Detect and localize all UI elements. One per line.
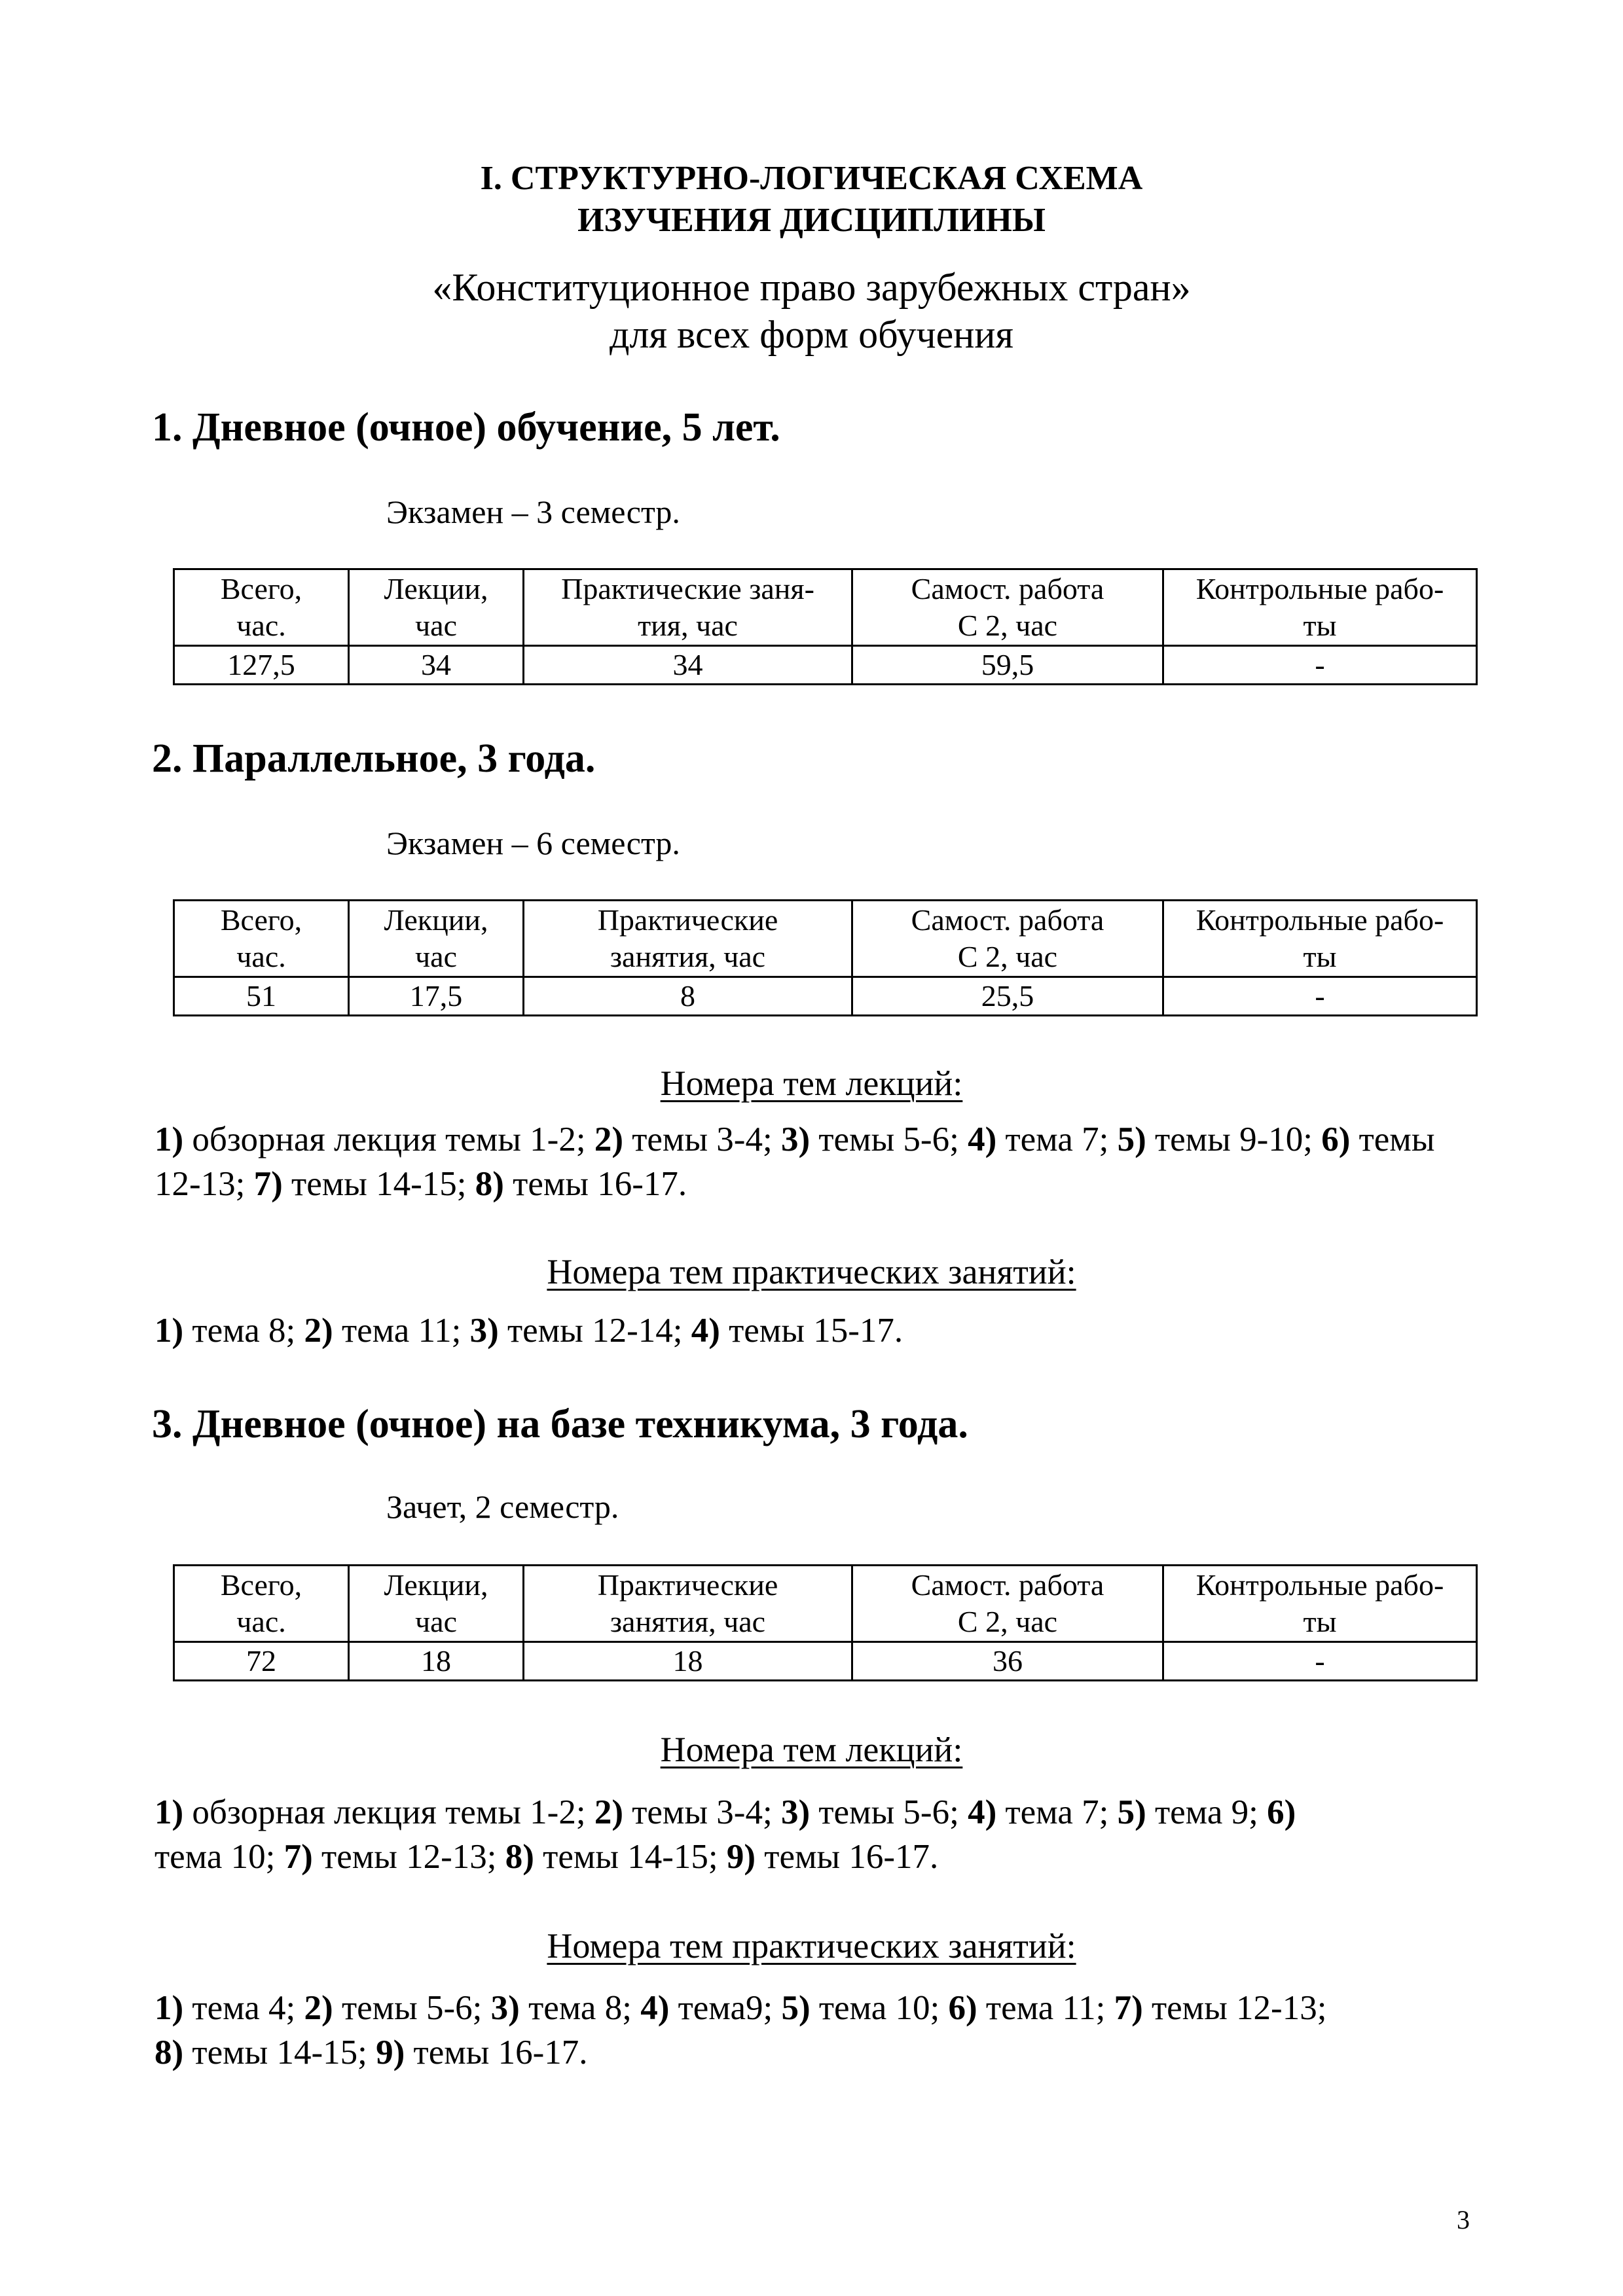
- lecture-topics: темы 16-17.: [503, 1165, 687, 1203]
- practice-number: 4): [691, 1312, 720, 1350]
- section-2-heading: 2. Параллельное, 3 года.: [152, 736, 596, 781]
- lecture-number: 3): [780, 1793, 811, 1831]
- lecture-number: 7): [253, 1165, 283, 1203]
- table-row: [174, 977, 1477, 1016]
- header-practice: Практические занятия, час: [524, 901, 852, 977]
- header-control-works: Контрольные рабо- ты: [1163, 1566, 1477, 1642]
- cell-lectures: 17,5: [349, 977, 524, 1016]
- table-header-row: [174, 1566, 1477, 1642]
- lecture-number: 8): [505, 1838, 534, 1876]
- practice-topics: темы 12-14;: [498, 1312, 691, 1350]
- lecture-number: 9): [726, 1838, 756, 1876]
- practice-number: 8): [155, 2034, 184, 2072]
- practice-topics: темы 16-17.: [405, 2034, 588, 2072]
- document-title-line-1: I. СТРУКТУРНО-ЛОГИЧЕСКАЯ СХЕМА: [480, 160, 1143, 197]
- practice-topics: тема 10;: [810, 1989, 949, 2027]
- cell-self-study: 36: [852, 1642, 1163, 1681]
- header-total-hours: Всего, час.: [174, 901, 349, 977]
- header-total-hours: Всего, час.: [174, 569, 349, 646]
- section-3-hours-table: [173, 1564, 1478, 1681]
- section-2-lectures-heading: Номера тем лекций:: [660, 1064, 963, 1103]
- cell-lectures: 18: [349, 1642, 524, 1681]
- lecture-topics: тема 9;: [1146, 1793, 1267, 1831]
- section-1-hours-table: [173, 568, 1478, 685]
- lecture-number: 1): [155, 1121, 184, 1158]
- header-self-study: Самост. работа С 2, час: [852, 1566, 1163, 1642]
- lecture-number: 5): [1117, 1793, 1146, 1831]
- lecture-topics: темы 9-10;: [1146, 1121, 1322, 1158]
- lecture-number: 2): [594, 1793, 623, 1831]
- lecture-number: 4): [968, 1793, 997, 1831]
- lecture-topics: темы 16-17.: [756, 1838, 939, 1876]
- section-3-heading: 3. Дневное (очное) на базе техникума, 3 года.: [152, 1402, 968, 1446]
- cell-total-hours: 72: [174, 1642, 349, 1681]
- section-3-lectures-list: [155, 1790, 1477, 1879]
- practice-number: 3): [490, 1989, 520, 2027]
- practice-number: 1): [155, 1989, 184, 2027]
- header-practice: Практические заня- тия, час: [524, 569, 852, 646]
- header-lectures: Лекции, час: [349, 569, 524, 646]
- lecture-number: 7): [283, 1838, 313, 1876]
- practice-topics: тема9;: [669, 1989, 782, 2027]
- practice-topics: темы 14-15;: [183, 2034, 376, 2072]
- lecture-topics: обзорная лекция темы 1-2;: [183, 1121, 594, 1158]
- lecture-topics: темы 12-13;: [155, 1121, 1435, 1203]
- study-forms-note: для всех форм обучения: [609, 313, 1014, 356]
- practice-number: 2): [304, 1989, 333, 2027]
- lecture-topics: темы 5-6;: [810, 1793, 968, 1831]
- lecture-topics: темы 5-6;: [810, 1121, 968, 1158]
- lecture-topics: темы 3-4;: [623, 1793, 781, 1831]
- lecture-number: 6): [1321, 1121, 1351, 1158]
- lecture-number: 5): [1117, 1121, 1146, 1158]
- section-1-exam: Экзамен – 3 семестр.: [386, 493, 680, 530]
- practice-topics: тема 11;: [977, 1989, 1114, 2027]
- cell-self-study: 59,5: [852, 646, 1163, 685]
- header-lectures: Лекции, час: [349, 1566, 524, 1642]
- cell-control-works: -: [1163, 1642, 1477, 1681]
- lecture-number: 4): [968, 1121, 997, 1158]
- table-header-row: [174, 901, 1477, 977]
- lecture-number: 8): [475, 1165, 504, 1203]
- section-3-practice-heading: Номера тем практических занятий:: [547, 1926, 1076, 1965]
- cell-practice: 18: [524, 1642, 852, 1681]
- practice-number: 6): [948, 1989, 977, 2027]
- section-3-practice-list: [155, 1986, 1477, 2075]
- lecture-number: 1): [155, 1793, 184, 1831]
- section-3-lectures-heading: Номера тем лекций:: [660, 1730, 963, 1769]
- document-title-line-2: ИЗУЧЕНИЯ ДИСЦИПЛИНЫ: [577, 202, 1046, 239]
- cell-total-hours: 127,5: [174, 646, 349, 685]
- practice-topics: темы 15-17.: [720, 1312, 903, 1350]
- page-number: 3: [1457, 2205, 1470, 2234]
- section-3-exam: Зачет, 2 семестр.: [386, 1488, 619, 1525]
- section-2-practice-heading: Номера тем практических занятий:: [547, 1252, 1076, 1291]
- cell-total-hours: 51: [174, 977, 349, 1016]
- lecture-topics: тема 7;: [996, 1121, 1118, 1158]
- cell-practice: 34: [524, 646, 852, 685]
- header-self-study: Самост. работа С 2, час: [852, 569, 1163, 646]
- table-row: [174, 646, 1477, 685]
- lecture-number: 3): [780, 1121, 811, 1158]
- practice-topics: темы 5-6;: [333, 1989, 491, 2027]
- header-practice: Практические занятия, час: [524, 1566, 852, 1642]
- header-self-study: Самост. работа С 2, час: [852, 901, 1163, 977]
- lecture-number: 6): [1267, 1793, 1296, 1831]
- lecture-topics: тема 7;: [996, 1793, 1118, 1831]
- practice-number: 4): [640, 1989, 670, 2027]
- practice-topics: тема 8;: [519, 1989, 641, 2027]
- section-2-lectures-list: [155, 1117, 1477, 1206]
- section-2-exam: Экзамен – 6 семестр.: [386, 825, 680, 861]
- lecture-topics: темы 12-13;: [312, 1838, 505, 1876]
- header-control-works: Контрольные рабо- ты: [1163, 901, 1477, 977]
- practice-topics: темы 12-13;: [1142, 1989, 1327, 2027]
- practice-number: 2): [304, 1312, 333, 1350]
- cell-control-works: -: [1163, 646, 1477, 685]
- practice-topics: тема 11;: [333, 1312, 470, 1350]
- cell-control-works: -: [1163, 977, 1477, 1016]
- header-total-hours: Всего, час.: [174, 1566, 349, 1642]
- cell-practice: 8: [524, 977, 852, 1016]
- practice-number: 5): [781, 1989, 811, 2027]
- practice-topics: тема 4;: [183, 1989, 304, 2027]
- discipline-name: «Конституционное право зарубежных стран»: [432, 266, 1191, 309]
- lecture-topics: темы 14-15;: [534, 1838, 727, 1876]
- section-2-practice-list: [155, 1308, 1477, 1353]
- section-1-heading: 1. Дневное (очное) обучение, 5 лет.: [152, 405, 780, 450]
- table-row: [174, 1642, 1477, 1681]
- practice-number: 3): [469, 1312, 499, 1350]
- lecture-topics: обзорная лекция темы 1-2;: [183, 1793, 594, 1831]
- practice-number: 7): [1114, 1989, 1143, 2027]
- lecture-topics: темы 3-4;: [623, 1121, 781, 1158]
- lecture-topics: темы 14-15;: [282, 1165, 475, 1203]
- practice-number: 1): [155, 1312, 184, 1350]
- practice-topics: тема 8;: [183, 1312, 304, 1350]
- cell-self-study: 25,5: [852, 977, 1163, 1016]
- lecture-number: 2): [594, 1121, 623, 1158]
- table-header-row: [174, 569, 1477, 646]
- cell-lectures: 34: [349, 646, 524, 685]
- header-control-works: Контрольные рабо- ты: [1163, 569, 1477, 646]
- practice-number: 9): [376, 2034, 405, 2072]
- section-2-hours-table: [173, 899, 1478, 1016]
- header-lectures: Лекции, час: [349, 901, 524, 977]
- lecture-topics: тема 10;: [155, 1838, 284, 1876]
